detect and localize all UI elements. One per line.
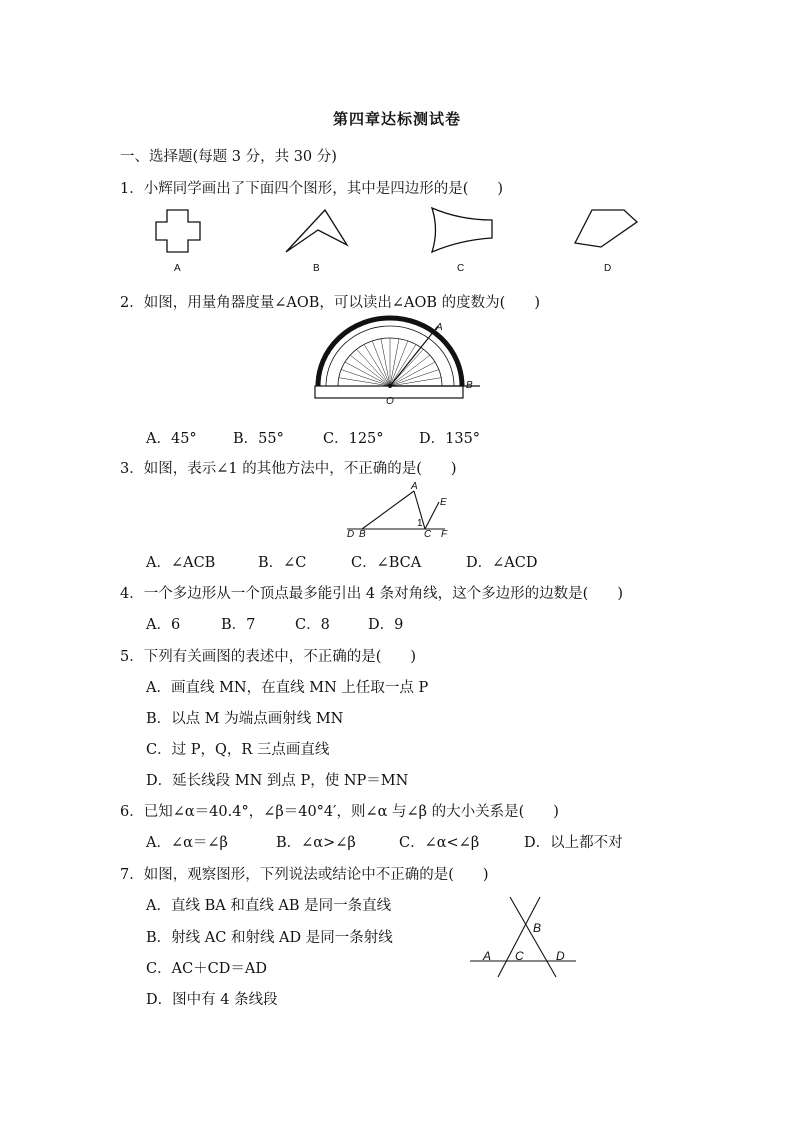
q7-lines-figure bbox=[470, 895, 580, 985]
page-title: 第四章达标测试卷 bbox=[332, 110, 461, 128]
q2-option-d: D．135° bbox=[419, 431, 481, 447]
q4-option-b: B．7 bbox=[221, 617, 256, 633]
question-5-stem: 5．下列有关画图的表述中，不正确的是( ) bbox=[120, 649, 417, 665]
q3-label-a: A bbox=[411, 481, 418, 492]
q3-option-b: B．∠C bbox=[258, 555, 307, 571]
q4-option-d: D．9 bbox=[368, 617, 404, 633]
q2-option-a: A．45° bbox=[146, 431, 197, 447]
q7-label-a: A bbox=[483, 949, 492, 963]
q3-label-d: D bbox=[347, 529, 355, 540]
q7-option-c: C．AC＋CD＝AD bbox=[146, 961, 267, 977]
q3-option-c: C．∠BCA bbox=[351, 555, 422, 571]
q4-option-a: A．6 bbox=[146, 617, 181, 633]
q2-label-o: O bbox=[386, 396, 394, 407]
question-4-stem: 4．一个多边形从一个顶点最多能引出 4 条对角线，这个多边形的边数是( ) bbox=[120, 586, 623, 602]
q3-option-d: D．∠ACD bbox=[466, 555, 538, 571]
q3-label-1: 1 bbox=[417, 518, 423, 529]
q6-option-a: A．∠α＝∠β bbox=[146, 835, 228, 851]
q1-label-b: B bbox=[313, 263, 320, 274]
q1-label-a: A bbox=[174, 263, 181, 274]
q2-label-a: A bbox=[436, 322, 443, 333]
question-2-stem: 2．如图，用量角器度量∠AOB，可以读出∠AOB 的度数为( ) bbox=[120, 295, 540, 311]
q1-curved-shape bbox=[432, 208, 492, 252]
q6-option-d: D．以上都不对 bbox=[524, 835, 623, 851]
q5-option-a: A．画直线 MN，在直线 MN 上任取一点 P bbox=[146, 680, 429, 696]
q1-label-c: C bbox=[457, 263, 465, 274]
q3-label-f: F bbox=[441, 529, 448, 540]
q4-option-c: C．8 bbox=[295, 617, 330, 633]
q5-option-b: B．以点 M 为端点画射线 MN bbox=[146, 711, 344, 727]
q1-arrow-shape bbox=[286, 210, 347, 252]
q3-label-b: B bbox=[359, 529, 366, 540]
question-3-stem: 3．如图，表示∠1 的其他方法中，不正确的是( ) bbox=[120, 461, 457, 477]
q2-option-b: B．55° bbox=[233, 431, 284, 447]
q5-option-c: C．过 P，Q，R 三点画直线 bbox=[146, 742, 330, 758]
q7-label-d: D bbox=[556, 949, 565, 963]
q7-option-b: B．射线 AC 和射线 AD 是同一条射线 bbox=[146, 930, 393, 946]
q7-label-b: B bbox=[533, 921, 542, 935]
q6-option-c: C．∠α<∠β bbox=[399, 835, 480, 851]
q1-pentagon-shape bbox=[575, 210, 637, 247]
q3-label-c: C bbox=[424, 529, 432, 540]
q1-cross-shape bbox=[156, 210, 200, 252]
q3-label-e: E bbox=[440, 497, 447, 508]
q3-option-a: A．∠ACB bbox=[146, 555, 216, 571]
q7-option-a: A．直线 BA 和直线 AB 是同一条直线 bbox=[146, 898, 392, 914]
question-7-stem: 7．如图，观察图形，下列说法或结论中不正确的是( ) bbox=[120, 867, 489, 883]
q7-label-c: C bbox=[515, 949, 524, 963]
q5-option-d: D．延长线段 MN 到点 P，使 NP＝MN bbox=[146, 773, 409, 789]
question-1-stem: 1．小辉同学画出了下面四个图形，其中是四边形的是( ) bbox=[120, 181, 504, 197]
section-heading: 一、选择题(每题 3 分，共 30 分) bbox=[120, 149, 337, 165]
q2-option-c: C．125° bbox=[323, 431, 384, 447]
q1-figures bbox=[140, 200, 660, 280]
q2-label-b: B bbox=[466, 380, 473, 391]
q7-option-d: D．图中有 4 条线段 bbox=[146, 992, 278, 1008]
q6-option-b: B．∠α>∠β bbox=[276, 835, 356, 851]
question-6-stem: 6．已知∠α＝40.4°，∠β＝40°4′，则∠α 与∠β 的大小关系是( ) bbox=[120, 804, 559, 820]
q3-triangle-figure bbox=[345, 486, 465, 534]
q1-label-d: D bbox=[604, 263, 612, 274]
q2-protractor-figure bbox=[310, 318, 490, 408]
